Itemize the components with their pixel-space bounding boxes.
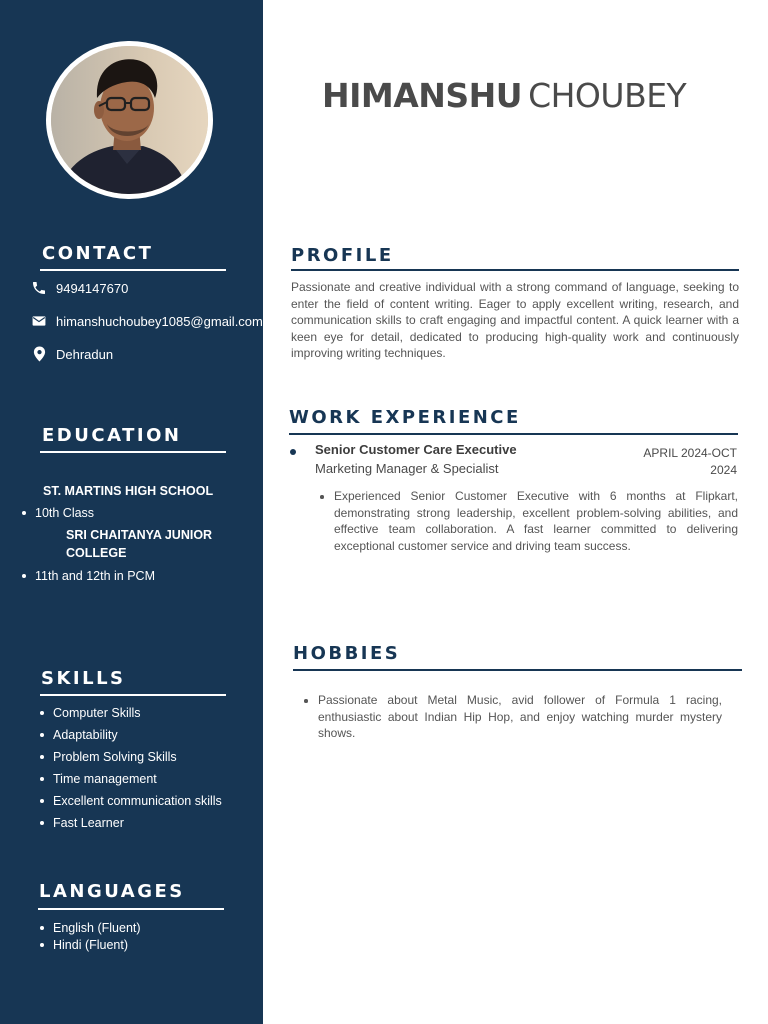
mail-icon <box>30 312 48 330</box>
skills-list <box>40 702 222 834</box>
education-detail-1 <box>22 506 94 520</box>
list-item: Adaptability <box>40 724 222 746</box>
contact-divider <box>40 269 226 271</box>
job-date-line1: APRIL 2024-OCT <box>643 446 737 460</box>
profile-divider <box>291 269 739 271</box>
bullet <box>320 495 324 499</box>
first-name: HIMANSHU <box>322 76 523 115</box>
phone-icon <box>30 279 48 297</box>
school-name-2-line2: COLLEGE <box>66 546 127 560</box>
list-item: Problem Solving Skills <box>40 746 222 768</box>
education-heading: EDUCATION <box>42 425 182 446</box>
skills-divider <box>40 694 226 696</box>
contact-phone <box>30 279 128 297</box>
job-title: Senior Customer Care Executive <box>315 442 517 457</box>
education-detail-text: 11th and 12th in PCM <box>35 569 155 583</box>
skills-heading: SKILLS <box>41 668 126 689</box>
profile-photo <box>51 46 208 194</box>
education-detail-2 <box>22 569 155 583</box>
phone-number[interactable]: 9494147670 <box>56 280 129 296</box>
list-item: Time management <box>40 768 222 790</box>
hobbies-text: Passionate about Metal Music, avid follower of Formula 1 racing, enthusiastic about Indian Hip Hop, and enjoy watching murder mystery shows. <box>318 693 722 741</box>
list-item: Hindi (Fluent) <box>40 936 141 953</box>
school-name-2 <box>66 526 212 562</box>
profile-summary: Passionate and creative individual with a strong command of language, seeking to enter the field of content writing. Eager to apply excellent writing, research, and communication skills to craft engaging and impactful content. A quick learner with a keen eye for detail, dedicated to producing high-quality work and continuously improving writing techniques. <box>291 280 739 361</box>
job-bullet <box>290 449 296 455</box>
hobbies-heading: HOBBIES <box>293 643 401 664</box>
job-role: Marketing Manager & Specialist <box>315 461 499 476</box>
languages-divider <box>38 908 224 910</box>
work-experience-heading: WORK EXPERIENCE <box>289 407 521 428</box>
education-divider <box>40 451 226 453</box>
languages-heading: LANGUAGES <box>39 881 185 902</box>
location-pin-icon <box>30 345 48 363</box>
sidebar <box>0 0 263 1024</box>
bullet <box>304 699 308 703</box>
school-name-1: ST. MARTINS HIGH SCHOOL <box>43 484 214 498</box>
location-text: Dehradun <box>56 346 114 362</box>
bullet <box>22 574 26 578</box>
bullet <box>22 511 26 515</box>
contact-email <box>30 312 263 330</box>
profile-heading: PROFILE <box>291 245 394 266</box>
last-name: CHOUBEY <box>528 76 687 115</box>
full-name <box>322 76 686 115</box>
hobbies-divider <box>293 669 742 671</box>
list-item: Excellent communication skills <box>40 790 222 812</box>
job-date <box>620 445 737 479</box>
list-item: Computer Skills <box>40 702 222 724</box>
job-date-line2: 2024 <box>710 463 737 477</box>
list-item: Fast Learner <box>40 812 222 834</box>
job-description: Experienced Senior Customer Executive with 6 months at Flipkart, demonstrating strong leadership, excellent problem-solving abilities, and effective team collaboration. A fast learner committed to delivering exceptional customer service and driving team success. <box>334 489 738 553</box>
languages-list <box>40 919 141 953</box>
list-item: English (Fluent) <box>40 919 141 936</box>
email-address[interactable]: himanshuchoubey1085@gmail.com <box>56 313 263 329</box>
education-detail-text: 10th Class <box>35 506 95 520</box>
work-experience-divider <box>289 433 738 435</box>
school-name-2-line1: SRI CHAITANYA JUNIOR <box>66 528 213 542</box>
contact-location <box>30 345 113 363</box>
contact-heading: CONTACT <box>42 243 154 264</box>
profile-photo-frame <box>46 41 213 199</box>
